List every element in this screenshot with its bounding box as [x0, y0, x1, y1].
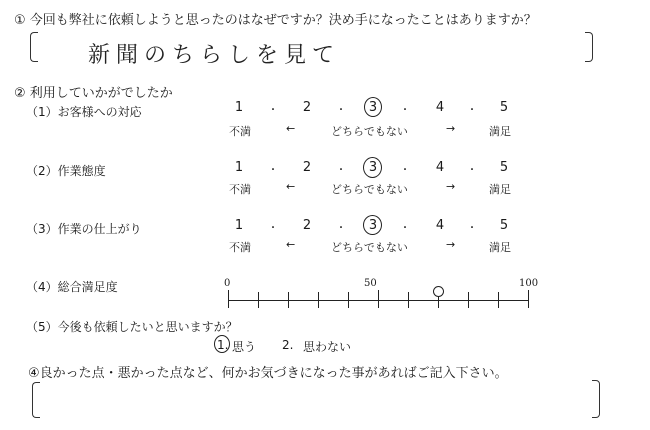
item-1-dot-4: ・: [467, 105, 477, 116]
item-1-scale-4[interactable]: 4: [435, 100, 445, 115]
overall-scale-tick: [498, 292, 499, 308]
item-2-scale-2[interactable]: 2: [302, 160, 312, 175]
item-2-right-arrow: →: [446, 180, 456, 193]
overall-tick-label-0: 0: [224, 278, 231, 289]
overall-scale-tick: [288, 292, 289, 308]
item-1-right-arrow: →: [446, 122, 456, 135]
overall-tick-label-100: 100: [519, 278, 539, 289]
item-2-label: （2）作業態度: [26, 164, 106, 178]
item-3-dot-4: ・: [467, 223, 477, 234]
overall-scale-tick: [408, 292, 409, 308]
item-1-right-label: 満足: [489, 125, 511, 138]
item-3-scale-5[interactable]: 5: [499, 218, 509, 233]
item-3-dot-3: ・: [400, 223, 410, 234]
item-3-scale-1[interactable]: 1: [234, 218, 244, 233]
overall-scale-tick: [468, 292, 469, 308]
comment-box-left-bracket: [32, 382, 40, 418]
item-2-right-label: 満足: [489, 183, 511, 196]
overall-satisfaction-label: （4）総合満足度: [26, 280, 118, 294]
item-2-dot-3: ・: [400, 165, 410, 176]
item-3-right-label: 満足: [489, 241, 511, 254]
item-2-selected-circle: [363, 157, 382, 178]
item-1-dot-3: ・: [400, 105, 410, 116]
reuse-option-2-number[interactable]: 2.: [282, 338, 294, 352]
item-2-dot-1: ・: [268, 165, 278, 176]
item-1-selected-circle: [364, 97, 382, 117]
question-1-answer[interactable]: 新聞のちらしを見て: [88, 43, 341, 68]
item-1-dot-1: ・: [268, 105, 278, 116]
item-3-selected-circle: [363, 215, 382, 235]
overall-satisfaction-scale[interactable]: [228, 292, 528, 312]
comment-box-right-bracket: [592, 380, 600, 418]
overall-scale-tick: [528, 290, 529, 308]
reuse-question-label: （5）今後も依頼したいと思いますか？: [26, 320, 238, 334]
item-3-scale-4[interactable]: 4: [435, 218, 445, 233]
item-2-dot-4: ・: [467, 165, 477, 176]
item-3-dot-1: ・: [268, 223, 278, 234]
item-3-scale-2[interactable]: 2: [302, 218, 312, 233]
reuse-option-2-label[interactable]: 思わない: [303, 340, 352, 354]
item-1-middle-label: どちらでもない: [331, 125, 408, 138]
item-2-left-label: 不満: [229, 183, 251, 196]
answer-box-left-bracket: [30, 32, 38, 62]
reuse-option-1-selected-circle: [214, 335, 230, 353]
item-1-scale-3[interactable]: 3: [368, 100, 378, 115]
answer-box-right-bracket: [585, 32, 593, 62]
item-1-label: （1）お客様への対応: [26, 105, 142, 119]
overall-scale-tick: [228, 290, 229, 308]
item-2-middle-label: どちらでもない: [331, 183, 408, 196]
question-2-label: ② 利用していかがでしたか: [14, 86, 173, 101]
item-1-scale-2[interactable]: 2: [302, 100, 312, 115]
item-2-left-arrow: ←: [286, 180, 296, 193]
item-3-dot-2: ・: [336, 223, 346, 234]
item-1-scale-5[interactable]: 5: [499, 100, 509, 115]
item-1-left-label: 不満: [229, 125, 251, 138]
item-3-left-arrow: ←: [286, 238, 296, 251]
item-2-scale-5[interactable]: 5: [499, 160, 509, 175]
overall-scale-tick: [258, 292, 259, 308]
item-3-label: （3）作業の仕上がり: [26, 222, 142, 236]
item-3-left-label: 不満: [229, 241, 251, 254]
overall-scale-tick: [348, 292, 349, 308]
question-1-label: ① 今回も弊社に依頼しようと思ったのはなぜですか？決め手になったことはありますか？: [14, 13, 537, 28]
item-1-dot-2: ・: [336, 105, 346, 116]
item-2-dot-2: ・: [336, 165, 346, 176]
item-1-left-arrow: ←: [286, 122, 296, 135]
overall-scale-tick: [378, 290, 379, 308]
item-1-scale-1[interactable]: 1: [234, 100, 244, 115]
item-3-right-arrow: →: [446, 238, 456, 251]
overall-tick-label-50: 50: [364, 278, 377, 289]
overall-selected-marker: [433, 286, 444, 297]
item-2-scale-4[interactable]: 4: [435, 160, 445, 175]
reuse-option-1-number[interactable]: 1.: [217, 338, 229, 352]
item-2-scale-1[interactable]: 1: [234, 160, 244, 175]
item-2-scale-3[interactable]: 3: [368, 160, 378, 175]
reuse-option-1-label[interactable]: 思う: [232, 340, 257, 354]
question-4-label: ④良かった点・悪かった点など、何かお気づきになった事があればご記入下さい。: [28, 366, 508, 381]
item-3-scale-3[interactable]: 3: [368, 218, 378, 233]
item-3-middle-label: どちらでもない: [331, 241, 408, 254]
overall-scale-tick: [318, 292, 319, 308]
